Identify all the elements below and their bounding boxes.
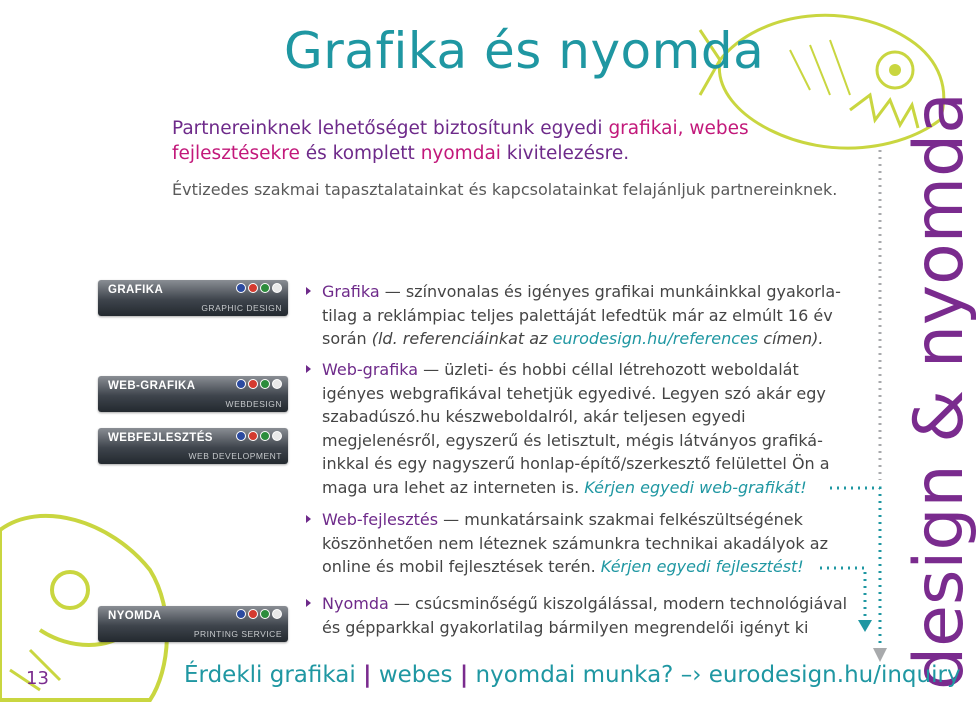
bullet-text: — színvonalas és igényes grafikai munkáinkkal gyakorla-tilag a reklámpiac teljes palettáját lefedtük már az elmúlt 16 év során: [322, 282, 841, 348]
cta-separator: |: [363, 662, 372, 688]
language-flags: [236, 283, 282, 293]
bullet-term: Web-grafika: [322, 360, 419, 379]
intro-text: Partnereinknek lehetőséget biztosítunk egyedi: [172, 118, 609, 139]
nyomda-button[interactable]: [98, 606, 288, 642]
intro-highlight: fejlesztésekre: [172, 143, 300, 164]
bullet-grafika: [322, 280, 852, 351]
language-flags: [236, 609, 282, 619]
flag-icon: [236, 379, 246, 389]
flag-icon: [248, 431, 258, 441]
intro-highlight: nyomdai: [420, 143, 501, 164]
webgrafika-cta-link[interactable]: Kérjen egyedi web-grafikát!: [584, 477, 807, 497]
bullet-term: Grafika: [322, 282, 380, 301]
button-sublabel: PRINTING SERVICE: [193, 629, 282, 639]
bullet-text: — üzleti- és hobbi céllal létrehozott weboldalát igényes webgrafikával tehetjük egyedivé. Legyen szó akár egy szabadúszó.hu készweboldalról, akár teljesen egyedi megjelenésről, egyszerű és letisztult, mégis látványos grafiká-inkkal és egy nagyszerű honlap-építő/szerkesztő felülettel Ön a maga ura lehet az interneten is.: [322, 360, 830, 497]
webfejlesztes-cta-link[interactable]: Kérjen egyedi fejlesztést!: [600, 557, 804, 576]
flag-icon: [236, 431, 246, 441]
inquiry-link[interactable]: nyomdai munka? –› eurodesign.hu/inquiry: [475, 662, 961, 688]
button-label: GRAFIKA: [108, 284, 164, 296]
bullet-text: — csúcsminőségű kiszolgálással, modern technológiával és gépparkkal gyakorlatilag bármilyen megrendelői igényt ki: [322, 594, 848, 637]
bullet-arrow-icon: [306, 287, 311, 295]
inquiry-callout: [184, 662, 961, 688]
button-sublabel: WEBDESIGN: [225, 399, 282, 409]
intro-subline: Évtizedes szakmai tapasztalatainkat és kapcsolatainkat felajánljuk partnereinknek.: [172, 180, 838, 199]
flag-icon: [248, 379, 258, 389]
intro-paragraph: [172, 116, 812, 166]
bullet-webgrafika: [322, 358, 852, 499]
button-sublabel: WEB DEVELOPMENT: [188, 451, 282, 461]
flag-icon: [272, 431, 282, 441]
button-label: WEBFEJLESZTÉS: [108, 432, 213, 444]
button-label: NYOMDA: [108, 610, 162, 622]
vertical-heading: design & nyomda: [900, 92, 979, 690]
references-link[interactable]: eurodesign.hu/references: [552, 329, 759, 348]
flag-icon: [272, 379, 282, 389]
intro-text: kivitelezésre.: [500, 143, 630, 164]
flag-icon: [260, 609, 270, 619]
page-title: Grafika és nyomda: [284, 22, 765, 80]
flag-icon: [272, 283, 282, 293]
flag-icon: [236, 609, 246, 619]
page-number: 13: [26, 668, 49, 689]
cta-separator: |: [459, 662, 469, 688]
intro-text: és komplett: [299, 143, 421, 164]
flag-icon: [248, 283, 258, 293]
cta-text: webes: [378, 662, 453, 688]
flag-icon: [260, 431, 270, 441]
flag-icon: [248, 609, 258, 619]
flag-icon: [272, 609, 282, 619]
bullet-term: Nyomda: [322, 594, 389, 613]
bullet-arrow-icon: [306, 515, 311, 523]
button-sublabel: GRAPHIC DESIGN: [201, 303, 282, 313]
webfejlesztes-button[interactable]: [98, 428, 288, 464]
bullet-term: Web-fejlesztés: [322, 510, 439, 529]
cta-text: Érdekli grafikai: [184, 662, 356, 688]
language-flags: [236, 379, 282, 389]
bullet-nyomda: [322, 592, 852, 639]
bullet-arrow-icon: [306, 365, 311, 373]
intro-highlight: grafikai, webes: [608, 118, 749, 139]
bullet-webfejlesztes: [322, 508, 852, 579]
dotted-connector: [820, 150, 900, 670]
bullet-arrow-icon: [306, 599, 311, 607]
flag-icon: [260, 283, 270, 293]
bullet-ref: címen).: [758, 329, 824, 348]
button-label: WEB-GRAFIKA: [108, 380, 196, 392]
language-flags: [236, 431, 282, 441]
flag-icon: [236, 283, 246, 293]
web-grafika-button[interactable]: [98, 376, 288, 412]
bullet-ref: (ld. referenciáinkat az: [371, 329, 553, 348]
grafika-button[interactable]: [98, 280, 288, 316]
flag-icon: [260, 379, 270, 389]
bullet-text: — munkatársaink szakmai felkészültségének köszönhetően nem léteznek számunkra technikai akadályok az online és mobil fejlesztések terén.: [322, 510, 828, 576]
